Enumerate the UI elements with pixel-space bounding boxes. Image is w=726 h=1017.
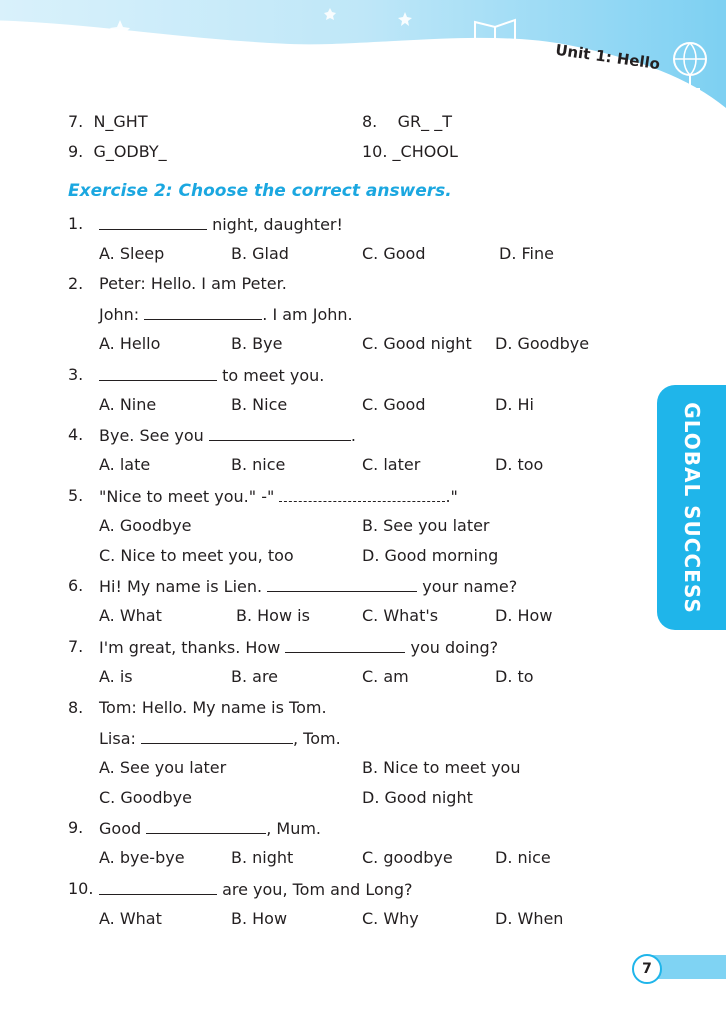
ex1-item: 10. _CHOOL	[362, 142, 458, 161]
ex1-item: 9. G_ODBY_	[68, 142, 167, 161]
option: A. Goodbye	[99, 516, 192, 535]
option: D. too	[495, 455, 544, 474]
question-text: Lisa: , Tom.	[99, 729, 341, 748]
option: D. to	[495, 667, 534, 686]
option: A. is	[99, 667, 133, 686]
page-number: 7	[632, 954, 662, 984]
question-text: I'm great, thanks. How you doing?	[99, 638, 499, 657]
option: C. Goodbye	[99, 788, 192, 807]
option: D. Goodbye	[495, 334, 590, 353]
question-number: 1.	[68, 214, 84, 233]
answer-blank	[99, 879, 217, 895]
rocket-icon	[220, 35, 270, 80]
option: B. How is	[236, 606, 310, 625]
option: A. Nine	[99, 395, 157, 414]
option: D. Good morning	[362, 546, 499, 565]
answer-blank	[267, 576, 417, 592]
question-text: Peter: Hello. I am Peter.	[99, 274, 287, 293]
option: B. Nice to meet you	[362, 758, 521, 777]
globe-icon	[668, 35, 713, 95]
option: A. bye-bye	[99, 848, 185, 867]
question-text: Tom: Hello. My name is Tom.	[99, 698, 327, 717]
question-number: 9.	[68, 818, 84, 837]
option: B. Glad	[231, 244, 289, 263]
option: B. Nice	[231, 395, 288, 414]
option: B. See you later	[362, 516, 490, 535]
option: C. What's	[362, 606, 439, 625]
answer-blank	[144, 304, 262, 320]
option: A. late	[99, 455, 151, 474]
question-text: to meet you.	[99, 365, 324, 386]
answer-blank	[209, 425, 351, 441]
answer-blank	[99, 365, 217, 381]
option: B. How	[231, 909, 288, 928]
answer-blank	[141, 728, 293, 744]
option: C. Why	[362, 909, 419, 928]
book-icon	[470, 12, 520, 52]
exercise-title: Exercise 2: Choose the correct answers.	[68, 181, 452, 201]
option: D. How	[495, 606, 553, 625]
option: C. am	[362, 667, 409, 686]
answer-blank	[285, 637, 405, 653]
option: D. When	[495, 909, 564, 928]
question-text: "Nice to meet you." -" ."	[99, 487, 458, 506]
question-number: 5.	[68, 486, 84, 505]
ex1-item: 8. GR_ _T	[362, 112, 452, 131]
answer-blank	[99, 214, 207, 230]
unit-title: Unit 1: Hello	[554, 40, 662, 74]
option: B. nice	[231, 455, 286, 474]
option: B. night	[231, 848, 294, 867]
option: C. Good	[362, 395, 426, 414]
option: B. are	[231, 667, 279, 686]
option: A. What	[99, 909, 162, 928]
option: D. Hi	[495, 395, 534, 414]
option: D. Fine	[499, 244, 554, 263]
option: C. goodbye	[362, 848, 453, 867]
option: A. Sleep	[99, 244, 165, 263]
question-number: 2.	[68, 274, 84, 293]
option: D. nice	[495, 848, 551, 867]
question-number: 6.	[68, 576, 84, 595]
question-number: 7.	[68, 637, 84, 656]
option: A. What	[99, 606, 162, 625]
side-tab	[657, 385, 726, 630]
side-tab-label: GLOBAL SUCCESS	[679, 401, 704, 614]
option: A. Hello	[99, 334, 161, 353]
question-number: 10.	[68, 879, 94, 898]
answer-blank	[146, 818, 266, 834]
option: A. See you later	[99, 758, 227, 777]
question-text: night, daughter!	[99, 214, 343, 235]
question-number: 3.	[68, 365, 84, 384]
question-number: 8.	[68, 698, 84, 717]
question-text: Good , Mum.	[99, 819, 322, 838]
ex1-item: 7. N_GHT	[68, 112, 148, 131]
option: D. Good night	[362, 788, 473, 807]
question-text: Bye. See you .	[99, 426, 356, 445]
option: C. Nice to meet you, too	[99, 546, 294, 565]
option: C. later	[362, 455, 421, 474]
question-number: 4.	[68, 425, 84, 444]
question-text: John: . I am John.	[99, 305, 353, 324]
option: B. Bye	[231, 334, 283, 353]
answer-blank	[279, 486, 445, 502]
option: C. Good	[362, 244, 426, 263]
question-text: Hi! My name is Lien. your name?	[99, 577, 518, 596]
option: C. Good night	[362, 334, 472, 353]
question-text: are you, Tom and Long?	[99, 879, 413, 900]
